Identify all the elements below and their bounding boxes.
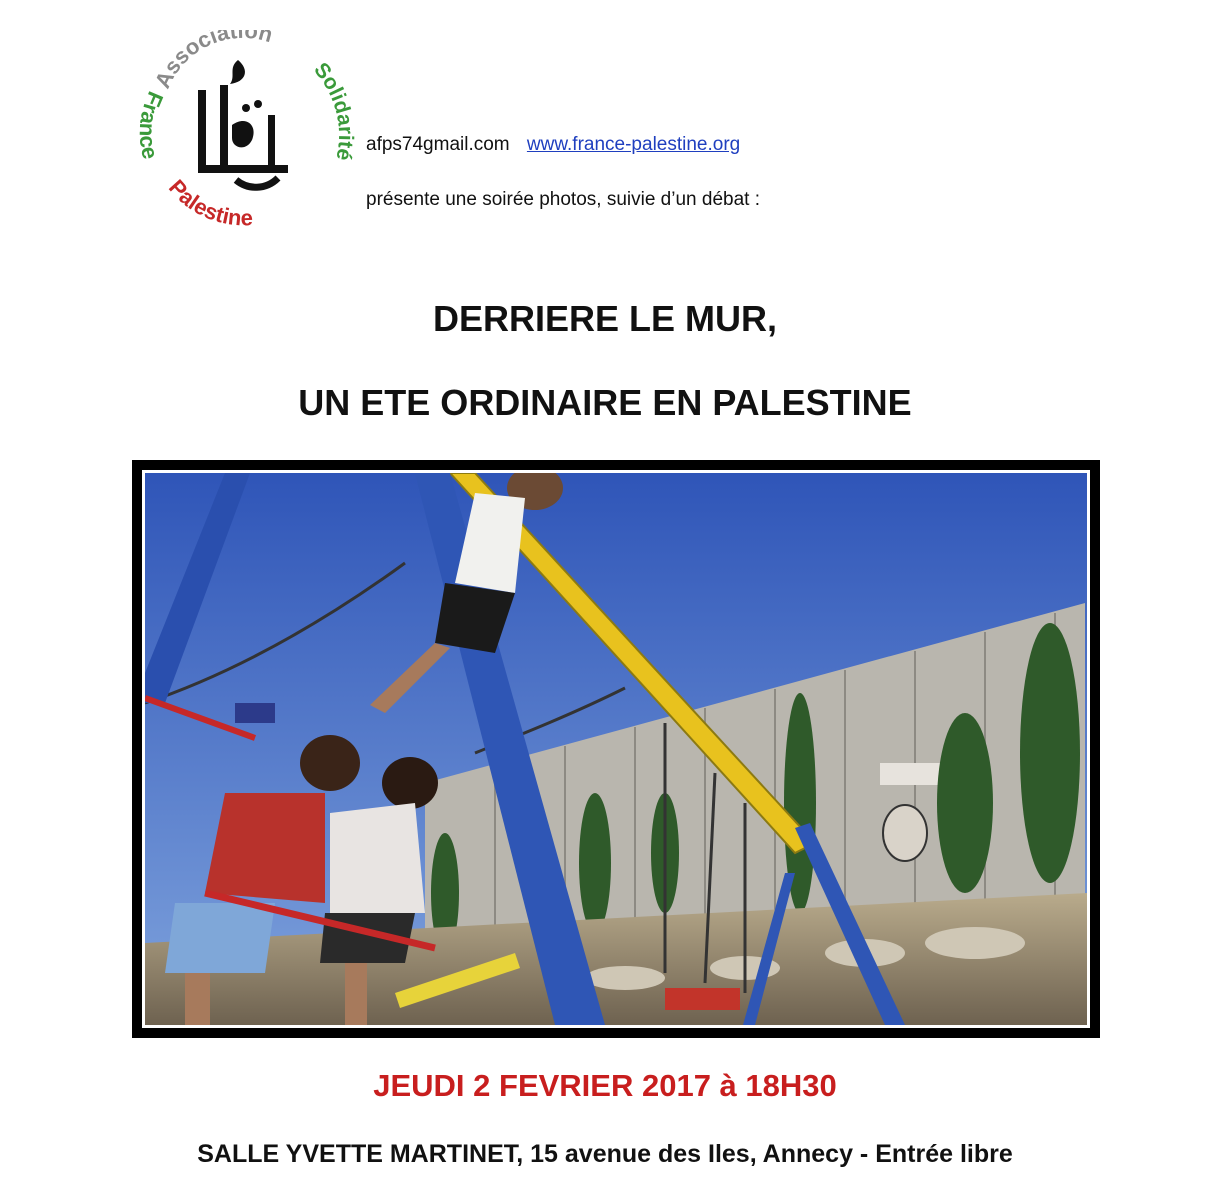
intro-text: présente une soirée photos, suivie d’un débat :	[366, 189, 760, 210]
afps-logo	[128, 30, 358, 230]
event-photo-frame	[132, 460, 1100, 1038]
logo-text-palestine: Palestine	[163, 174, 254, 230]
event-title-line-1: DERRIERE LE MUR,	[432, 298, 778, 339]
event-title-line-2: UN ETE ORDINAIRE EN PALESTINE	[298, 382, 912, 423]
playground-photo-illustration	[145, 473, 1087, 1025]
svg-text:Association	[150, 30, 276, 92]
event-venue: SALLE YVETTE MARTINET, 15 avenue des Iles, Annecy - Entrée libre	[197, 1140, 1013, 1168]
contact-email: afps74gmail.com	[366, 134, 510, 155]
event-date: JEUDI 2 FEVRIER 2017 à 18H30	[373, 1068, 837, 1103]
svg-text:France	[135, 88, 169, 162]
website-link[interactable]: www.france-palestine.org	[526, 134, 741, 155]
logo-text-association: Association	[149, 30, 276, 93]
logo-text-france: France	[134, 87, 169, 162]
contact-line	[366, 134, 740, 156]
svg-text:Solidarité	[309, 58, 357, 162]
event-photo	[142, 470, 1090, 1028]
logo-text-solidarite: Solidarité	[309, 58, 358, 163]
calligraphy-icon	[198, 60, 288, 187]
